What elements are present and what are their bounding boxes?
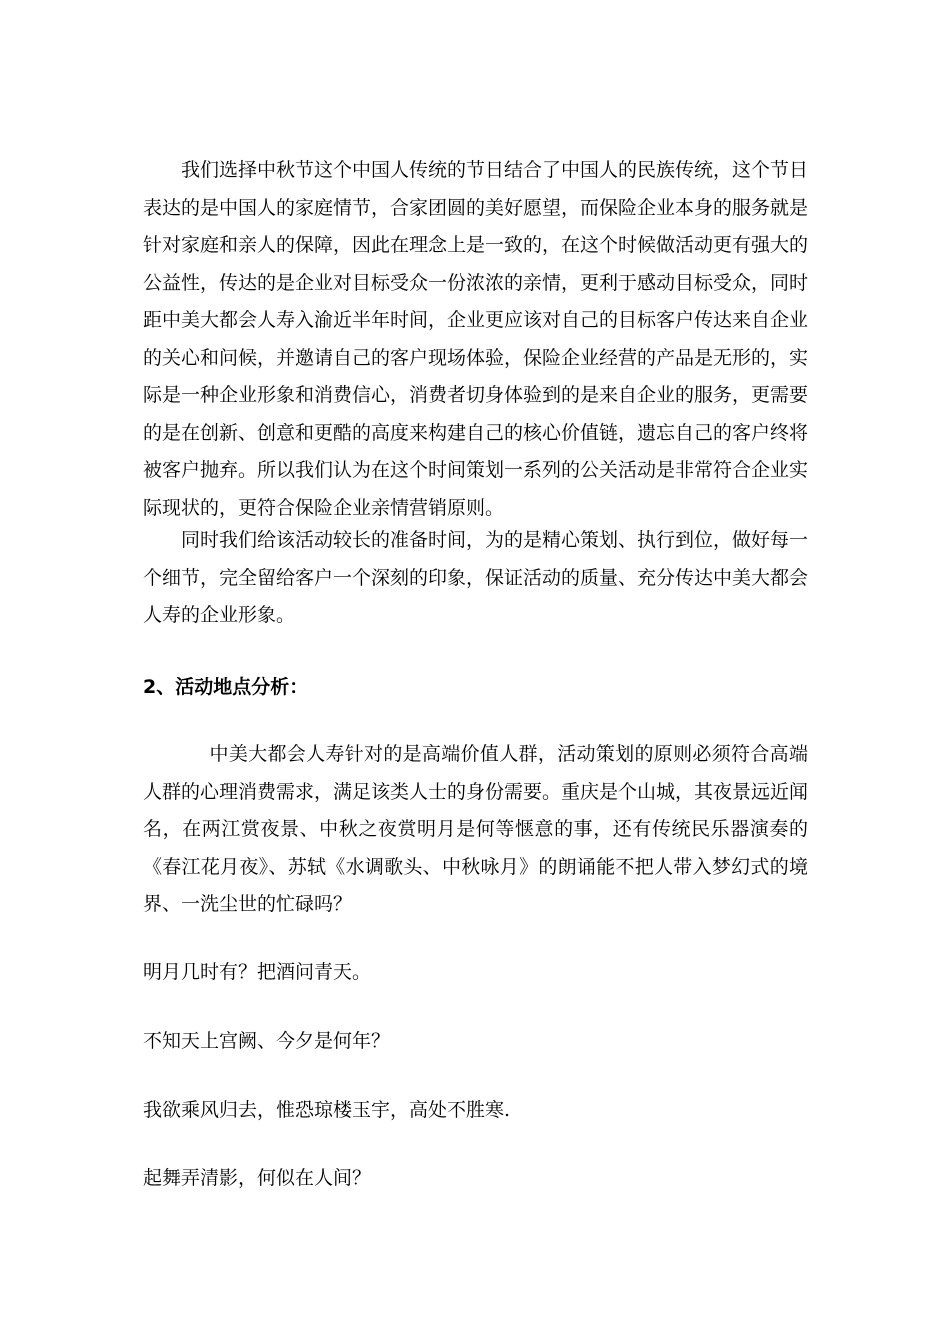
body-paragraph-1: 我们选择中秋节这个中国人传统的节日结合了中国人的民族传统，这个节日表达的是中国人的家庭情节，合家团圆的美好愿望，而保险企业本身的服务就是针对家庭和亲人的保障，因此在理念上是一致的，在这个时候做活动更有强大的公益性，传达的是企业对目标受众一份浓浓的亲情，更利于感动目标受众，同时距中美大都会人寿入渝近半年时间，企业更应该对自己的目标客户传达来自企业的关心和问候，并邀请自己的客户现场体验，保险企业经营的产品是无形的，实际是一种企业形象和消费信心，消费者切身体验到的是来自企业的服务，更需要的是在创新、创意和更酷的高度来构建自己的核心价值链，遗忘自己的客户终将被客户抛弃。所以我们认为在这个时间策划一系列的公关活动是非常符合企业实际现状的，更符合保险企业亲情营销原则。 bbox=[143, 159, 809, 519]
poem-line-3: 我欲乘风归去，惟恐琼楼玉宇，高处不胜寒. bbox=[143, 1099, 511, 1121]
poem-line-1: 明月几时有？把酒问青天。 bbox=[143, 961, 372, 983]
section-heading: 2、活动地点分析： bbox=[143, 676, 309, 698]
poem-line-2: 不知天上宫阙、今夕是何年？ bbox=[143, 1030, 391, 1052]
poem-line-4: 起舞弄清影，何似在人间？ bbox=[143, 1167, 372, 1189]
section-paragraph: 中美大都会人寿针对的是高端价值人群，活动策划的原则必须符合高端人群的心理消费需求，满足该类人士的身份需要。重庆是个山城，其夜景远近闻名，在两江赏夜景、中秋之夜赏明月是何等惬意的事，还有传统民乐器演奏的《春江花月夜》、苏轼《水调歌头、中秋咏月》的朗诵能不把人带入梦幻式的境界、一洗尘世的忙碌吗？ bbox=[143, 743, 809, 915]
body-paragraph-2: 同时我们给该活动较长的准备时间，为的是精心策划、执行到位，做好每一个细节，完全留给客户一个深刻的印象，保证活动的质量、充分传达中美大都会人寿的企业形象。 bbox=[143, 529, 809, 626]
